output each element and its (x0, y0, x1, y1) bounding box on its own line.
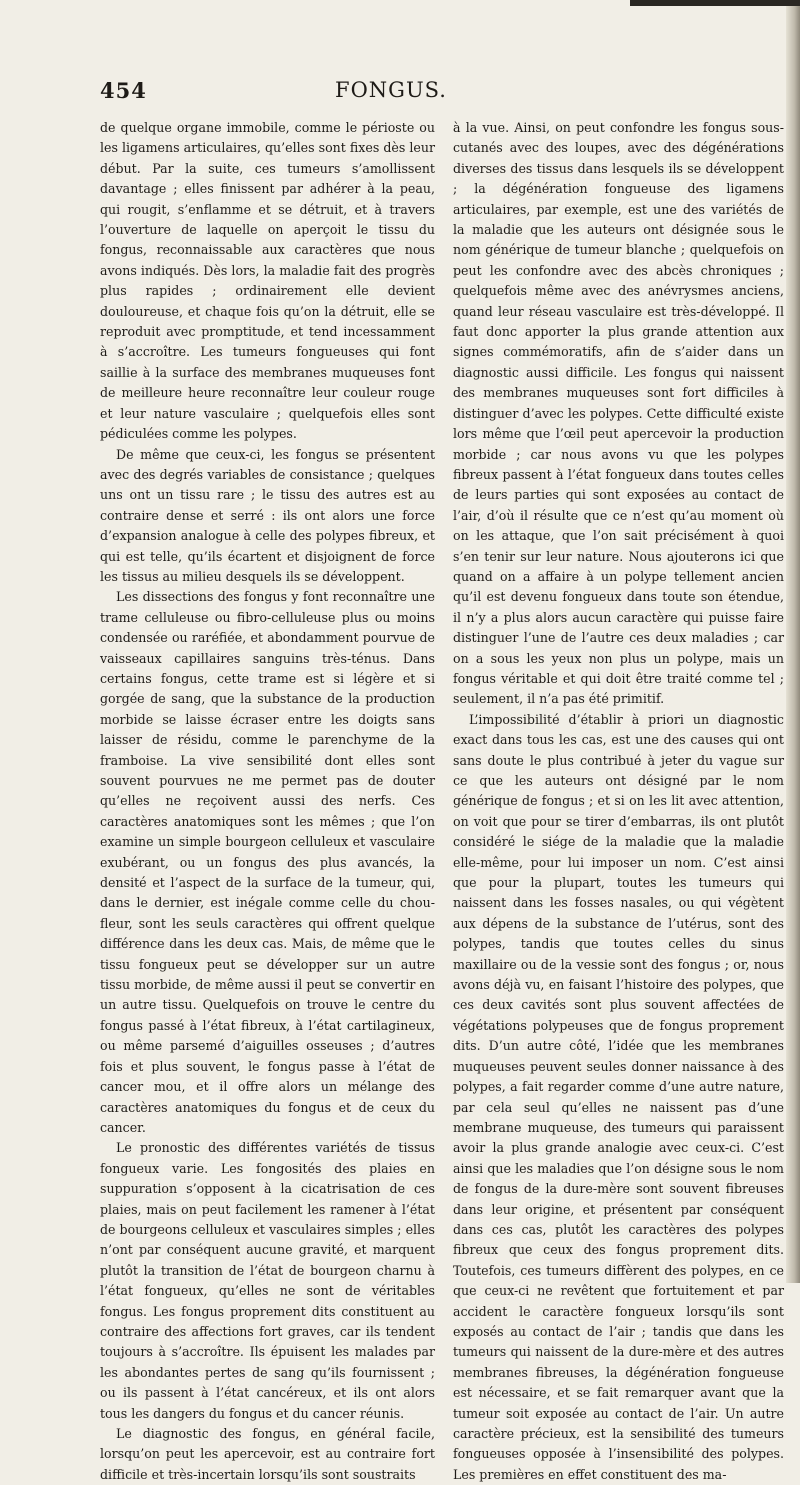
running-head (0, 78, 800, 108)
paragraph: de quelque organe immobile, comme le périoste ou les ligamens articulaires, qu’elles sont fixes dès leur début. Par la suite, ces tumeurs s’amollissent davantage ; elles finissent par adhérer à la peau, qui rougit, s’enflamme et se détruit, et à travers l’ouverture de laquelle on aperçoit le tissu du fongus, reconnaissable aux caractères que nous avons indiqués. Dès lors, la maladie fait des progrès plus rapides ; ordinairement elle devient douloureuse, et chaque fois qu’on la détruit, elle se reproduit avec promptitude, et tend incessamment à s’accroître. Les tumeurs fongueuses qui font saillie à la surface des membranes muqueuses font de meilleure heure reconnaître leur couleur rouge et leur nature vasculaire ; quelquefois elles sont pédiculées comme les polypes. (100, 120, 435, 442)
running-title: FONGUS. (335, 78, 447, 102)
paragraph: Les dissections des fongus y font reconnaître une trame celluleuse ou fibro-celluleuse plus ou moins condensée ou raréfiée, et abondamment pourvue de vaisseaux capillaires sanguins très-ténus. Dans certains fongus, cette trame est si légère et si gorgée de sang, que la substance de la production morbide se laisse écraser entre les doigts sans laisser de résidu, comme le parenchyme de la framboise. La vive sensibilité dont elles sont souvent pourvues ne me permet pas de douter qu’elles ne reçoivent aussi des nerfs. Ces caractères anatomiques sont les mêmes ; que l’on examine un simple bourgeon celluleux et vasculaire exubérant, ou un fongus des plus avancés, la densité et l’aspect de la surface de la tumeur, qui, dans le dernier, est inégale comme celle du chou-fleur, sont les seuls caractères qui offrent quelque différence dans les deux cas. Mais, de même que le tissu fongueux peut se développer sur un autre tissu morbide, de même aussi il peut se convertir en un autre tissu. Quelquefois on trouve le centre du fongus passé à l’état fibreux, à l’état cartilagineux, ou même parsemé d’aiguilles osseuses ; d’autres fois et plus souvent, le fongus passe à l’état de cancer mou, et il offre alors un mélange des caractères anatomiques du fongus et de ceux du cancer. (100, 589, 435, 1135)
page-edge-top (630, 0, 800, 6)
left-column (100, 118, 435, 1485)
paragraph: Le pronostic des différentes variétés de tissus fongueux varie. Les fongosités des plaies en suppuration s’opposent à la cicatrisation de ces plaies, mais on peut facilement les ramener à l’état de bourgeons celluleux et vasculaires simples ; elles n’ont par conséquent aucune gravité, et marquent plutôt la transition de l’état de bourgeon charnu à l’état fongueux, qu’elles ne sont de véritables fongus. Les fongus proprement dits constituent au contraire des affections fort graves, car ils tendent toujours à s’accroître. Ils épuisent les malades par les abondantes pertes de sang qu’ils fournissent ; ou ils passent à l’état cancéreux, et ils ont alors tous les dangers du fongus et du cancer réunis. (100, 1140, 435, 1421)
paragraph: De même que ceux-ci, les fongus se présentent avec des degrés variables de consistance ; quelques uns ont un tissu rare ; le tissu des autres est au contraire dense et serré : ils ont alors une force d’expansion analogue à celle des polypes fibreux, et qui est telle, qu’ils écartent et disjoignent de force les tissus au milieu desquels ils se développent. (100, 446, 435, 584)
paragraph: Le diagnostic des fongus, en général facile, lorsqu’on peut les apercevoir, est au contraire fort difficile et très-incertain lorsqu’ils sont soustraits (100, 1426, 435, 1482)
paragraph: à la vue. Ainsi, on peut confondre les fongus sous-cutanés avec des loupes, avec des dégénérations diverses des tissus dans lesquels ils se développent ; la dégénération fongueuse des ligamens articulaires, par exemple, est une des variétés de la maladie que les auteurs ont désignée sous le nom générique de tumeur blanche ; quelquefois on peut les confondre avec des abcès chroniques ; quelquefois même avec des anévrysmes anciens, quand leur réseau vasculaire est très-développé. Il faut donc apporter la plus grande attention aux signes commémoratifs, afin de s’aider dans un diagnostic aussi difficile. Les fongus qui naissent des membranes muqueuses sont fort difficiles à distinguer d’avec les polypes. Cette difficulté existe lors même que l’œil peut apercevoir la production morbide ; car nous avons vu que les polypes fibreux passent à l’état fongueux dans toutes celles de leurs parties qui sont exposées au contact de l’air, d’où il résulte que ce n’est qu’au moment où on les attaque, que l’on sait précisément à quoi s’en tenir sur leur nature. Nous ajouterons ici que quand on a affaire à un polype tellement ancien qu’il est devenu fongueux dans toute son étendue, il n’y a plus alors aucun caractère qui puisse faire distinguer l’une de l’autre ces deux maladies ; car on a sous les yeux non plus un polype, mais un fongus véritable et qui doit être traité comme tel ; seulement, il n’a pas été primitif. (453, 120, 784, 707)
page-number: 454 (100, 78, 147, 103)
page-edge (786, 0, 800, 1283)
right-column (453, 118, 784, 1485)
paragraph: L’impossibilité d’établir à priori un diagnostic exact dans tous les cas, est une des causes qui ont sans doute le plus contribué à jeter du vague sur ce que les auteurs ont désigné par le nom générique de fongus ; et si on les lit avec attention, on voit que pour se tirer d’embarras, ils ont plutôt considéré le siége de la maladie que la maladie elle-même, pour lui imposer un nom. C’est ainsi que pour la plupart, toutes les tumeurs qui naissent dans les fosses nasales, ou qui végètent aux dépens de la substance de l’utérus, sont des polypes, tandis que toutes celles du sinus maxillaire ou de la vessie sont des fongus ; or, nous avons déjà vu, en faisant l’histoire des polypes, que ces deux cavités sont plus souvent affectées de végétations polypeuses que de fongus proprement dits. D’un autre côté, l’idée que les membranes muqueuses peuvent seules donner naissance à des polypes, a fait regarder comme d’une autre nature, par cela seul qu’elles ne naissent pas d’une membrane muqueuse, des tumeurs qui paraissent avoir la plus grande analogie avec ceux-ci. C’est ainsi que les maladies que l’on désigne sous le nom de fongus de la dure-mère sont souvent fibreuses dans leur origine, et présentent par conséquent dans ces cas, plutôt les caractères des polypes fibreux que ceux des fongus proprement dits. Toutefois, ces tumeurs diffèrent des polypes, en ce que ceux-ci ne revêtent que fortuitement et par accident le caractère fongueux lorsqu’ils sont exposés au contact de l’air ; tandis que dans les tumeurs qui naissent de la dure-mère et des autres membranes fibreuses, la dégénération fongueuse est nécessaire, et se fait remarquer avant que la tumeur soit exposée au contact de l’air. Un autre caractère précieux, est la sensibilité des tumeurs fongueuses opposée à l’insensibilité des polypes. Les premières en effet constituent des ma- (453, 711, 784, 1482)
